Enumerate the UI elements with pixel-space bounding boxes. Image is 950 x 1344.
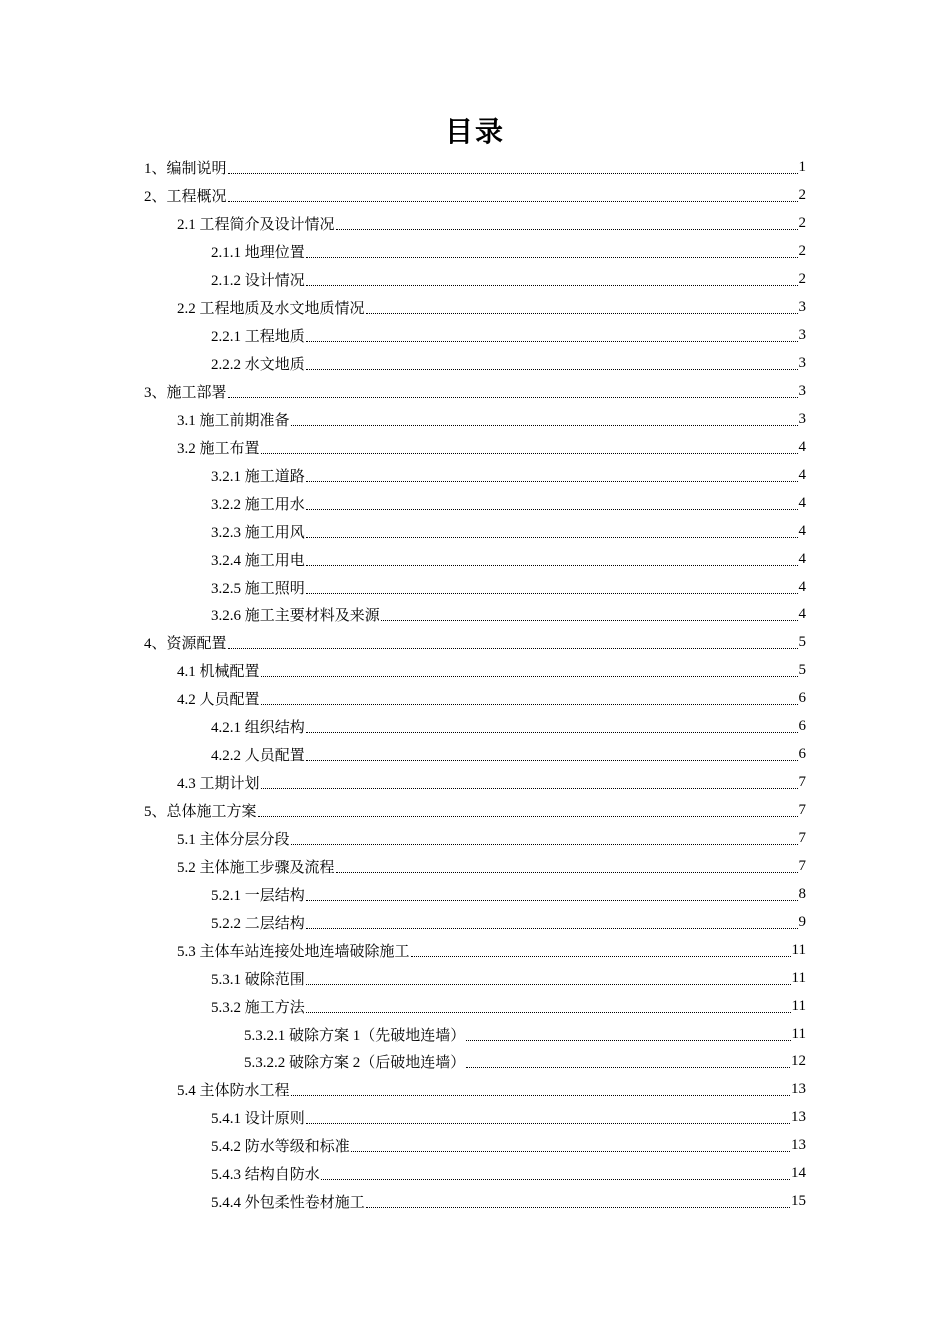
- toc-entry-page-number: 11: [791, 1025, 806, 1042]
- toc-entry[interactable]: [0, 433, 950, 461]
- toc-entry-page-number: 13: [791, 1081, 806, 1098]
- toc-entry-title: 5.3.2.2 破除方案 2（后破地连墙）: [244, 1055, 466, 1072]
- toc-entry-page-number: 3: [798, 327, 806, 344]
- toc-entry[interactable]: [0, 182, 950, 210]
- toc-entry-title: 5、总体施工方案: [144, 804, 257, 821]
- toc-entry-title: 5.2 主体施工步骤及流程: [177, 859, 335, 876]
- toc-entry-page-number: 11: [791, 997, 806, 1014]
- toc-entry[interactable]: [0, 908, 950, 936]
- toc-entry[interactable]: [0, 825, 950, 853]
- toc-entry-title: 3.2.2 施工用水: [211, 496, 305, 513]
- toc-entry-title: 4.2 人员配置: [177, 692, 260, 709]
- toc-entry-title: 3.2.3 施工用风: [211, 524, 305, 541]
- toc-entry-page-number: 7: [798, 802, 806, 819]
- toc-dot-leader: [306, 509, 798, 510]
- toc-entry-page-number: 3: [798, 410, 806, 427]
- toc-dot-leader: [306, 1123, 790, 1124]
- toc-entry-title: 5.1 主体分层分段: [177, 831, 290, 848]
- toc-entry-title: 4.2.2 人员配置: [211, 748, 305, 765]
- toc-dot-leader: [306, 732, 798, 733]
- toc-entry-title: 5.3 主体车站连接处地连墙破除施工: [177, 943, 410, 960]
- toc-entry-page-number: 1: [798, 159, 806, 176]
- toc-entry[interactable]: [0, 880, 950, 908]
- toc-entry[interactable]: [0, 1048, 950, 1076]
- toc-entry-page-number: 4: [798, 578, 806, 595]
- toc-title: 目录: [444, 115, 505, 148]
- toc-entry[interactable]: [0, 992, 950, 1020]
- toc-entry-page-number: 7: [798, 829, 806, 846]
- toc-dot-leader: [366, 1207, 790, 1208]
- toc-entry[interactable]: [0, 517, 950, 545]
- toc-entry-page-number: 12: [791, 1053, 806, 1070]
- toc-entry-title: 4.3 工期计划: [177, 776, 260, 793]
- toc-dot-leader: [258, 816, 798, 817]
- toc-dot-leader: [306, 760, 798, 761]
- toc-dot-leader: [351, 1151, 790, 1152]
- toc-entry-page-number: 4: [798, 550, 806, 567]
- toc-entry-title: 2、工程概况: [144, 189, 227, 206]
- toc-dot-leader: [228, 648, 798, 649]
- toc-entry[interactable]: [0, 210, 950, 238]
- toc-entry-page-number: 13: [791, 1137, 806, 1154]
- toc-entry-title: 5.3.2.1 破除方案 1（先破地连墙）: [244, 1027, 466, 1044]
- toc-entry-page-number: 4: [798, 438, 806, 455]
- toc-entry-page-number: 8: [798, 885, 806, 902]
- toc-entry-page-number: 6: [798, 718, 806, 735]
- toc-entry[interactable]: [0, 685, 950, 713]
- toc-entry-page-number: 5: [798, 634, 806, 651]
- toc-dot-leader: [306, 285, 798, 286]
- toc-entry-title: 3.2.5 施工照明: [211, 580, 305, 597]
- toc-entry[interactable]: [0, 741, 950, 769]
- toc-entry-title: 5.4 主体防水工程: [177, 1083, 290, 1100]
- toc-entry-page-number: 5: [798, 662, 806, 679]
- toc-entry-title: 5.4.3 结构自防水: [211, 1167, 320, 1184]
- toc-entry[interactable]: [0, 154, 950, 182]
- toc-entry-title: 2.1 工程简介及设计情况: [177, 217, 335, 234]
- toc-entry-page-number: 2: [798, 271, 806, 288]
- toc-entry-page-number: 2: [798, 243, 806, 260]
- toc-entry-title: 2.2 工程地质及水文地质情况: [177, 301, 365, 318]
- toc-dot-leader: [228, 397, 798, 398]
- toc-entry[interactable]: [0, 657, 950, 685]
- toc-dot-leader: [366, 313, 798, 314]
- toc-dot-leader: [306, 1012, 791, 1013]
- toc-entry-page-number: 11: [791, 941, 806, 958]
- toc-entry[interactable]: [0, 378, 950, 406]
- toc-dot-leader: [261, 453, 798, 454]
- toc-entry-page-number: 3: [798, 382, 806, 399]
- toc-dot-leader: [336, 872, 798, 873]
- toc-entry-title: 1、编制说明: [144, 161, 227, 178]
- toc-entry-title: 3.2.6 施工主要材料及来源: [211, 608, 380, 625]
- toc-dot-leader: [466, 1040, 790, 1041]
- toc-dot-leader: [336, 229, 798, 230]
- table-of-contents: [0, 154, 950, 1216]
- toc-entry[interactable]: [0, 461, 950, 489]
- toc-entry[interactable]: [0, 322, 950, 350]
- toc-entry[interactable]: [0, 936, 950, 964]
- toc-entry-page-number: 6: [798, 746, 806, 763]
- toc-entry-title: 2.1.1 地理位置: [211, 245, 305, 262]
- toc-entry-page-number: 6: [798, 690, 806, 707]
- toc-entry[interactable]: [0, 713, 950, 741]
- toc-entry-title: 3.1 施工前期准备: [177, 412, 290, 429]
- toc-dot-leader: [306, 984, 791, 985]
- toc-entry[interactable]: [0, 964, 950, 992]
- toc-entry[interactable]: [0, 1076, 950, 1104]
- toc-entry[interactable]: [0, 629, 950, 657]
- toc-dot-leader: [261, 788, 798, 789]
- toc-entry[interactable]: [0, 573, 950, 601]
- toc-entry-page-number: 4: [798, 606, 806, 623]
- toc-dot-leader: [306, 257, 798, 258]
- toc-entry-title: 2.2.1 工程地质: [211, 329, 305, 346]
- toc-dot-leader: [306, 565, 798, 566]
- toc-dot-leader: [306, 341, 798, 342]
- toc-entry[interactable]: [0, 1104, 950, 1132]
- toc-entry[interactable]: [0, 1020, 950, 1048]
- toc-entry[interactable]: [0, 601, 950, 629]
- toc-dot-leader: [321, 1179, 790, 1180]
- toc-entry-page-number: 11: [791, 969, 806, 986]
- toc-dot-leader: [291, 844, 798, 845]
- toc-dot-leader: [306, 481, 798, 482]
- toc-entry-page-number: 3: [798, 299, 806, 316]
- toc-entry-title: 4.1 机械配置: [177, 664, 260, 681]
- toc-entry-title: 2.1.2 设计情况: [211, 273, 305, 290]
- toc-entry[interactable]: [0, 1160, 950, 1188]
- toc-dot-leader: [261, 704, 798, 705]
- toc-entry-title: 5.4.1 设计原则: [211, 1111, 305, 1128]
- toc-dot-leader: [306, 369, 798, 370]
- toc-dot-leader: [228, 173, 798, 174]
- toc-entry-title: 4.2.1 组织结构: [211, 720, 305, 737]
- toc-entry-title: 3.2 施工布置: [177, 440, 260, 457]
- toc-entry-page-number: 4: [798, 494, 806, 511]
- toc-entry[interactable]: [0, 350, 950, 378]
- toc-entry-page-number: 3: [798, 355, 806, 372]
- toc-dot-leader: [306, 537, 798, 538]
- toc-entry-page-number: 9: [798, 913, 806, 930]
- toc-dot-leader: [381, 620, 798, 621]
- toc-entry-page-number: 14: [791, 1165, 806, 1182]
- toc-entry-page-number: 2: [798, 215, 806, 232]
- toc-entry[interactable]: [0, 1132, 950, 1160]
- toc-entry[interactable]: [0, 797, 950, 825]
- toc-entry[interactable]: [0, 238, 950, 266]
- toc-entry-title: 5.4.4 外包柔性卷材施工: [211, 1195, 365, 1212]
- toc-entry-title: 5.3.2 施工方法: [211, 999, 305, 1016]
- toc-entry-title: 5.4.2 防水等级和标准: [211, 1139, 350, 1156]
- toc-dot-leader: [466, 1067, 790, 1068]
- toc-entry[interactable]: [0, 405, 950, 433]
- toc-entry[interactable]: [0, 294, 950, 322]
- toc-entry-page-number: 7: [798, 857, 806, 874]
- toc-entry-title: 5.3.1 破除范围: [211, 971, 305, 988]
- toc-entry[interactable]: [0, 769, 950, 797]
- toc-entry-title: 3.2.4 施工用电: [211, 552, 305, 569]
- toc-entry[interactable]: [0, 266, 950, 294]
- toc-dot-leader: [291, 1095, 790, 1096]
- toc-entry-page-number: 4: [798, 522, 806, 539]
- toc-entry-title: 4、资源配置: [144, 636, 227, 653]
- toc-entry-title: 3、施工部署: [144, 384, 227, 401]
- toc-dot-leader: [306, 593, 798, 594]
- toc-entry-title: 5.2.2 二层结构: [211, 915, 305, 932]
- toc-entry-page-number: 7: [798, 774, 806, 791]
- toc-entry-title: 5.2.1 一层结构: [211, 887, 305, 904]
- toc-entry-page-number: 4: [798, 466, 806, 483]
- toc-dot-leader: [261, 676, 798, 677]
- toc-dot-leader: [228, 201, 798, 202]
- toc-entry[interactable]: [0, 1188, 950, 1216]
- toc-dot-leader: [306, 928, 798, 929]
- toc-entry-title: 2.2.2 水文地质: [211, 357, 305, 374]
- toc-entry-page-number: 13: [791, 1109, 806, 1126]
- toc-dot-leader: [291, 425, 798, 426]
- toc-entry[interactable]: [0, 489, 950, 517]
- toc-entry-title: 3.2.1 施工道路: [211, 468, 305, 485]
- toc-entry[interactable]: [0, 852, 950, 880]
- toc-dot-leader: [411, 956, 791, 957]
- toc-entry-page-number: 15: [791, 1193, 806, 1210]
- toc-entry-page-number: 2: [798, 187, 806, 204]
- toc-entry[interactable]: [0, 545, 950, 573]
- toc-dot-leader: [306, 900, 798, 901]
